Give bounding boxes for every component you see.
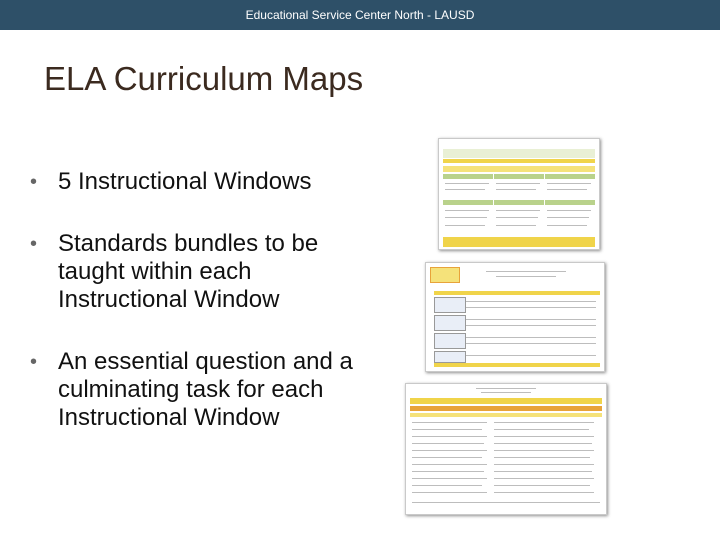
bullet-text: An essential question and a culminating task for each Instructional Window (58, 348, 353, 431)
curriculum-map-thumbnail (438, 138, 600, 250)
bullet-dot-icon: • (30, 351, 38, 373)
culminating-task-thumbnail (405, 383, 607, 515)
header-bar (0, 0, 720, 30)
bullet-list (30, 168, 370, 432)
bullet-item (30, 348, 370, 432)
bullet-text: 5 Instructional Windows (58, 168, 312, 195)
slide-title: ELA Curriculum Maps (44, 60, 364, 97)
header-text: Educational Service Center North - LAUSD (245, 8, 475, 22)
bullet-item (30, 168, 370, 196)
bullet-item (30, 230, 370, 314)
standards-table-thumbnail (425, 262, 605, 372)
bullet-dot-icon: • (30, 233, 38, 255)
bullet-text: Standards bundles to be taught within each Instructional Window (58, 230, 319, 313)
bullet-dot-icon: • (30, 171, 38, 193)
